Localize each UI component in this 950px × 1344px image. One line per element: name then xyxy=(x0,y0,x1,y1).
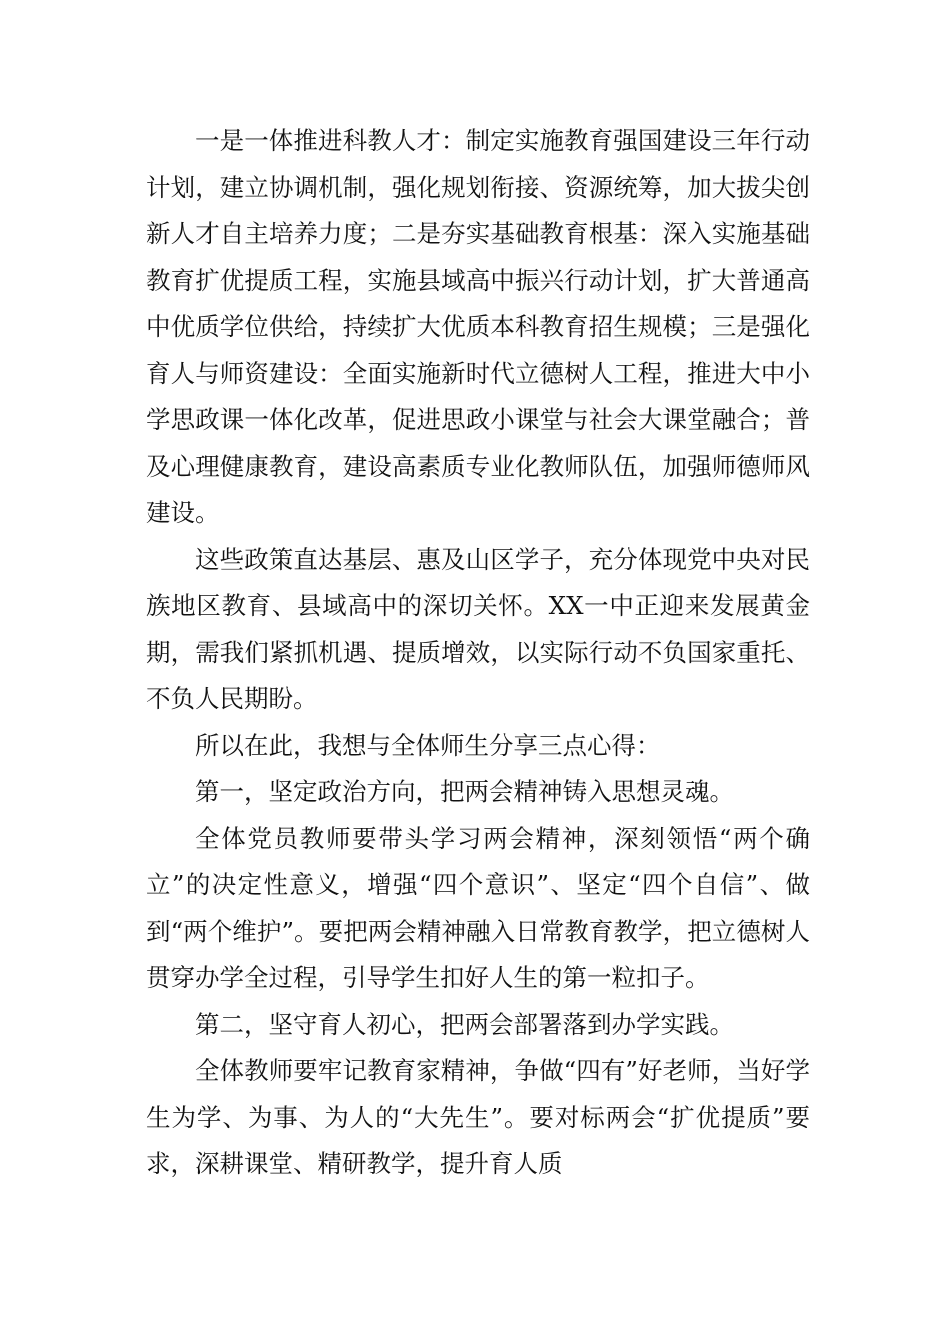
body-text xyxy=(146,118,810,1188)
paragraph-6-heading-second: 第二，坚守育人初心，把两会部署落到办学实践。 xyxy=(195,1009,734,1039)
paragraph-5: 全体党员教师要带头学习两会精神，深刻领悟“两个确立”的决定性意义，增强“四个意识”、坚定“四个自信”、做到“两个维护”。要把两会精神融入日常教育教学，把立德树人贯穿办学全过程，引导学生扣好人生的第一粒扣子。 xyxy=(146,823,810,992)
paragraph-4-heading-first: 第一，坚定政治方向，把两会精神铸入思想灵魂。 xyxy=(195,777,734,806)
paragraph-3: 所以在此，我想与全体师生分享三点心得： xyxy=(195,730,661,760)
paragraph-1: 一是一体推进科教人才：制定实施教育强国建设三年行动计划，建立协调机制，强化规划衔接、资源统筹，加大拔尖创新人才自主培养力度；二是夯实基础教育根基：深入实施基础教育扩优提质工程，实施县域高中振兴行动计划，扩大普通高中优质学位供给，持续扩大优质本科教育招生规模；三是强化育人与师资建设：全面实施新时代立德树人工程，推进大中小学思政课一体化改革，促进思政小课堂与社会大课堂融合；普及心理健康教育，建设高素质专业化教师队伍，加强师德师风建设。 xyxy=(146,126,810,527)
paragraph-2: 这些政策直达基层、惠及山区学子，充分体现党中央对民族地区教育、县域高中的深切关怀。XX一中正迎来发展黄金期，需我们紧抓机遇、提质增效，以实际行动不负国家重托、不负人民期盼。 xyxy=(146,544,810,713)
paragraph-7: 全体教师要牢记教育家精神，争做“四有”好老师，当好学生为学、为事、为人的“大先生”。要对标两会“扩优提质”要求，深耕课堂、精研教学，提升育人质 xyxy=(146,1056,810,1178)
